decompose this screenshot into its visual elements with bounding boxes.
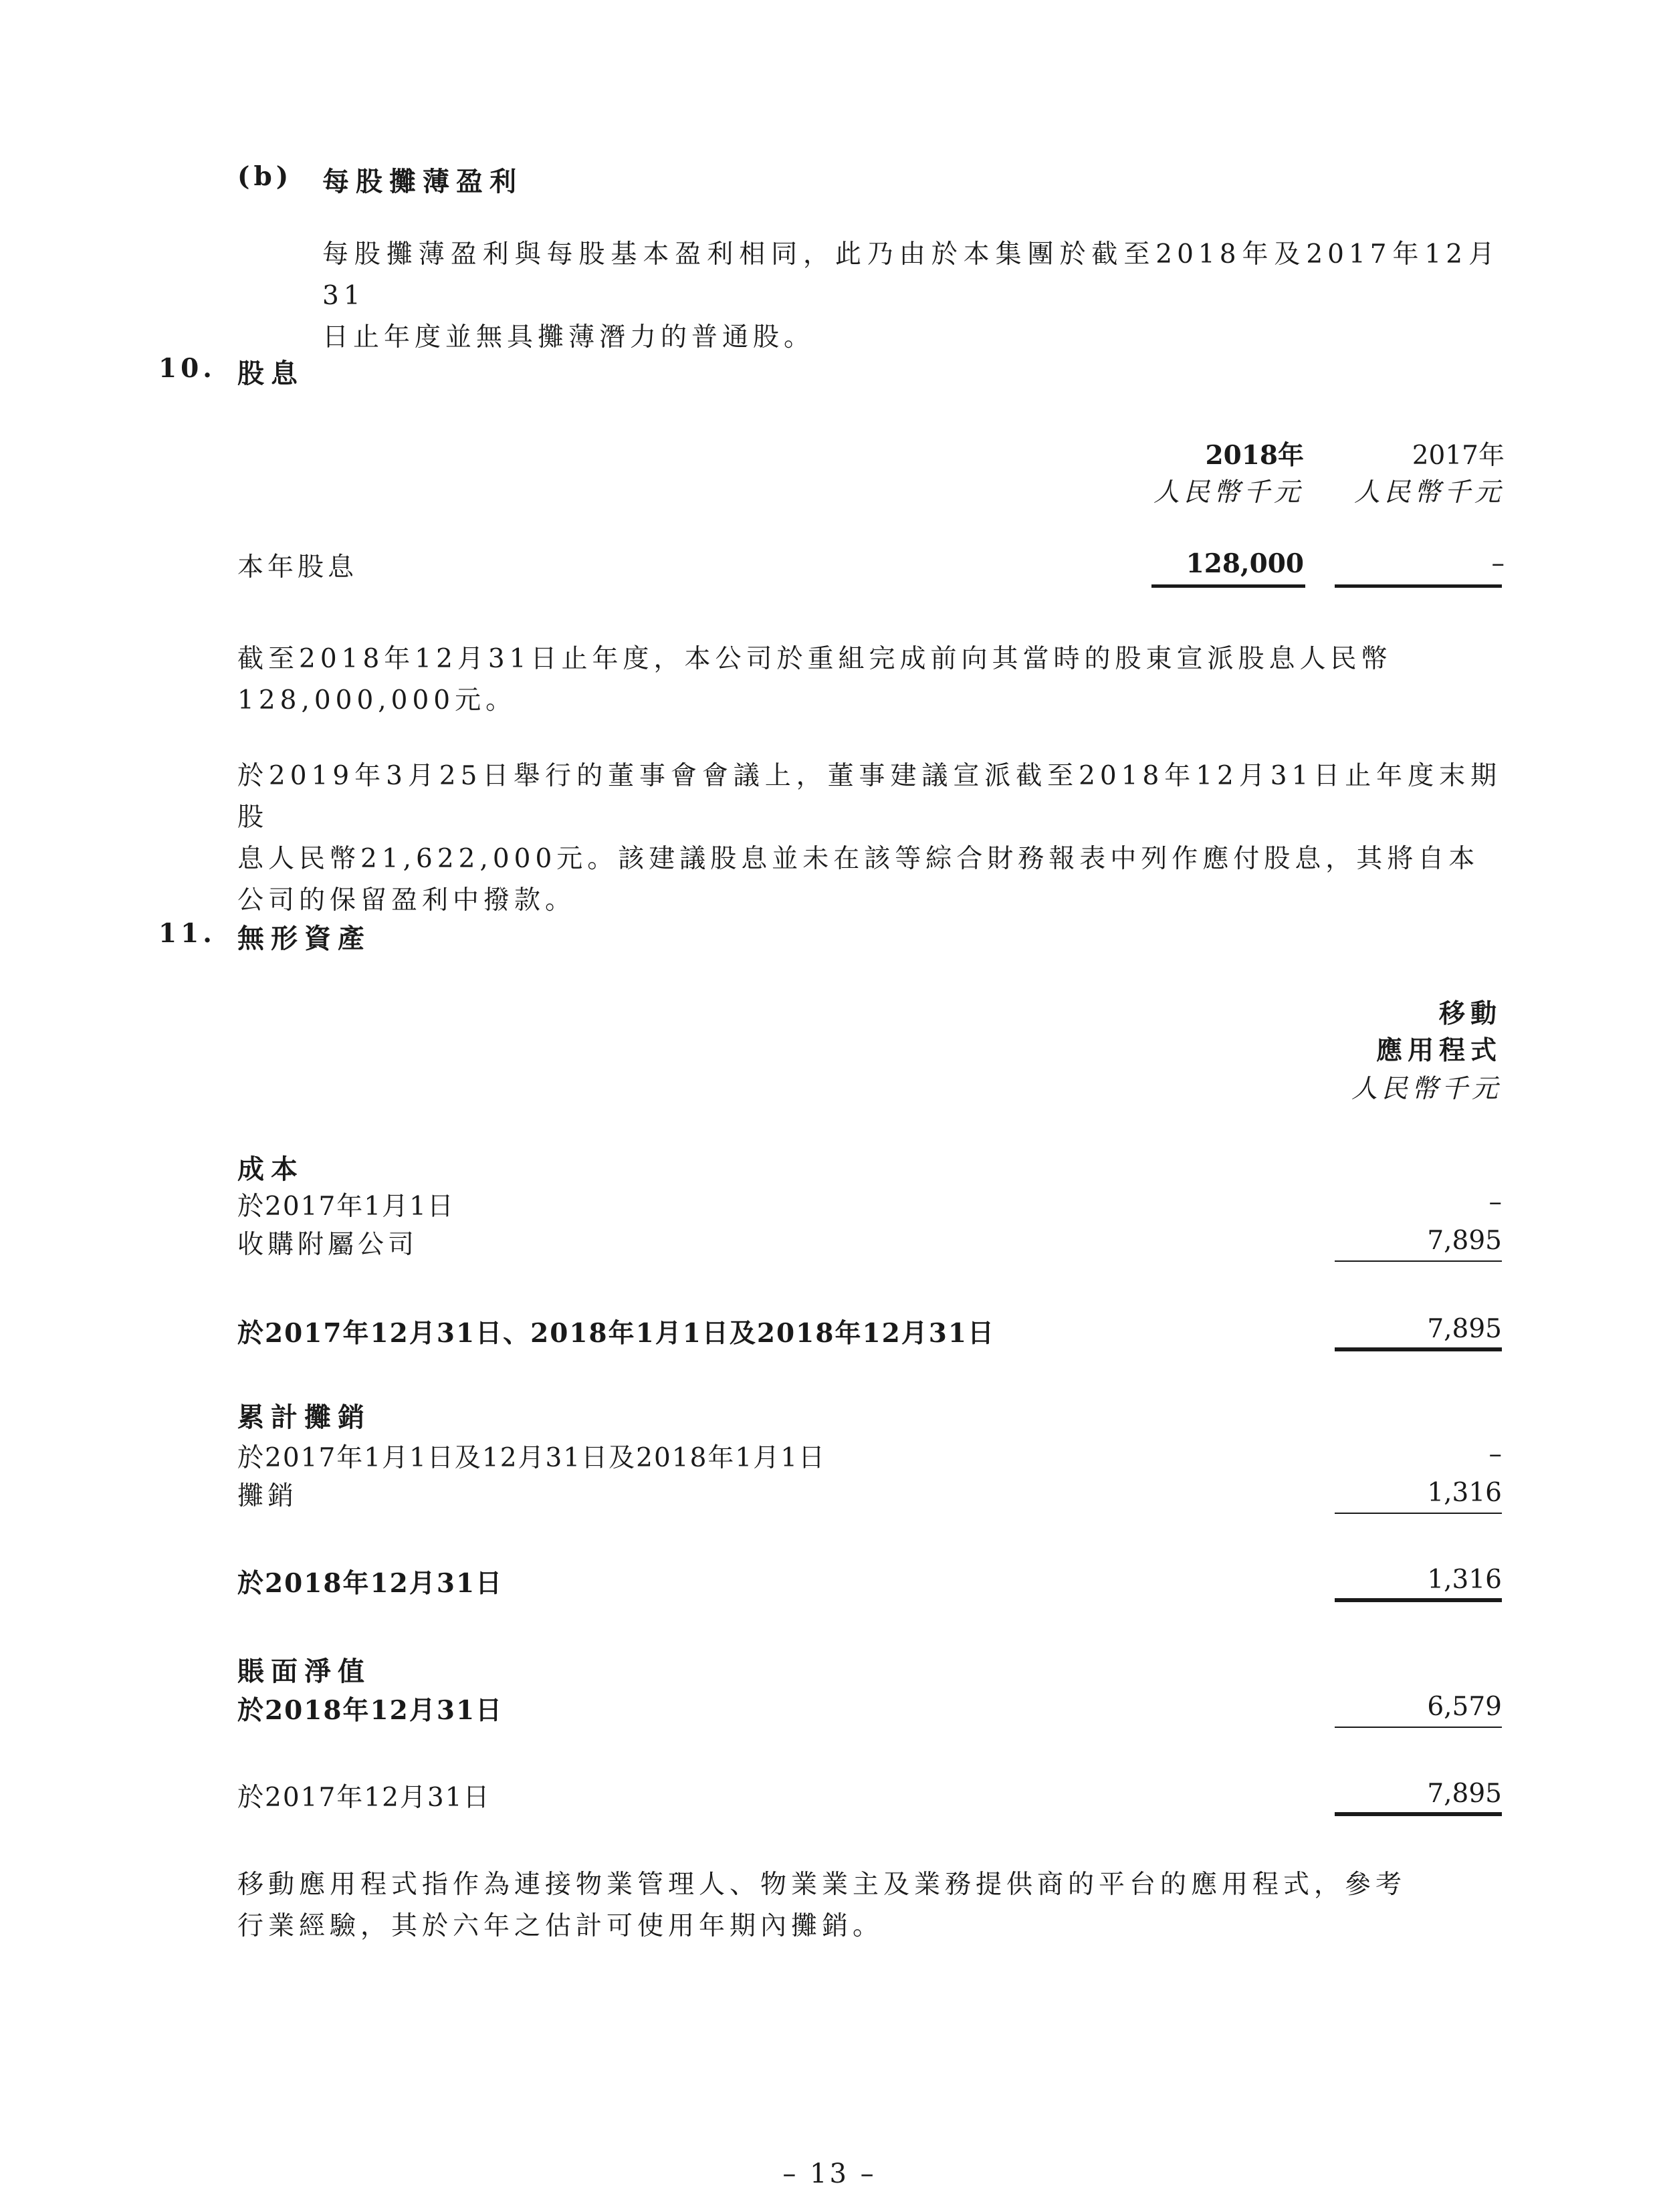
section-b-title: 每股攤薄盈利 xyxy=(322,166,523,197)
dividend-paragraph-1-line: 128,000,000元。 xyxy=(237,685,517,715)
section-11-title: 無形資產 xyxy=(237,923,371,954)
carrying-2018-label: 於2018年12月31日 xyxy=(237,1695,504,1726)
amortisation-charge-label: 攤銷 xyxy=(237,1481,298,1511)
cost-acquisition-label: 收購附屬公司 xyxy=(237,1230,419,1260)
dividend-value-2017: – xyxy=(1491,548,1505,578)
cost-total-value: 7,895 xyxy=(1427,1314,1502,1344)
amortisation-total-value: 1,316 xyxy=(1427,1565,1502,1595)
intangible-note-line: 移動應用程式指作為連接物業管理人、物業業主及業務提供商的平台的應用程式，參考 xyxy=(237,1870,1407,1900)
cost-heading: 成本 xyxy=(237,1153,304,1185)
carrying-2018-value: 6,579 xyxy=(1427,1692,1502,1722)
intangible-col-line2: 應用程式 xyxy=(1375,1035,1502,1066)
section-b-label: (b) xyxy=(237,161,293,192)
dividend-paragraph-2-line: 息人民幣21,622,000元。該建議股息並未在該等綜合財務報表中列作應付股息，其將自本 xyxy=(237,844,1480,874)
amortisation-opening-value: – xyxy=(1488,1439,1502,1469)
carrying-2017-value: 7,895 xyxy=(1427,1779,1502,1809)
amortisation-charge-value: 1,316 xyxy=(1427,1478,1502,1508)
dividend-col-2017-year: 2017年 xyxy=(1412,441,1505,471)
cost-subtotal-rule xyxy=(1335,1260,1502,1262)
dividend-2018-underline xyxy=(1151,584,1305,588)
section-b-paragraph-line: 每股攤薄盈利與每股基本盈利相同，此乃由於本集團於截至2018年及2017年12月31 xyxy=(322,239,1499,311)
carrying-2017-label: 於2017年12月31日 xyxy=(237,1783,491,1813)
dividend-value-2018: 128,000 xyxy=(1186,548,1304,579)
intangible-note-paragraph xyxy=(237,1864,1501,1947)
page-number: – 13 – xyxy=(782,2159,877,2189)
dividend-row-label: 本年股息 xyxy=(237,552,358,582)
section-11-number: 11. xyxy=(158,918,216,949)
intangible-col-line1: 移動 xyxy=(1438,998,1502,1029)
dividend-paragraph-2 xyxy=(237,756,1501,921)
dividend-paragraph-2-line: 公司的保留盈利中撥款。 xyxy=(237,885,576,915)
intangible-col-unit: 人民幣千元 xyxy=(1351,1074,1502,1104)
section-10-number: 10. xyxy=(158,353,216,384)
cost-total-rule xyxy=(1335,1347,1502,1351)
carrying-2017-rule xyxy=(1335,1812,1502,1816)
amortisation-subtotal-rule xyxy=(1335,1513,1502,1514)
amortisation-opening-label: 於2017年1月1日及12月31日及2018年1月1日 xyxy=(237,1443,826,1473)
dividend-col-2017-unit: 人民幣千元 xyxy=(1353,477,1505,508)
dividend-paragraph-1-line: 截至2018年12月31日止年度，本公司於重組完成前向其當時的股東宣派股息人民幣 xyxy=(237,644,1392,674)
dividend-col-2018-unit: 人民幣千元 xyxy=(1153,477,1304,508)
dividend-paragraph-2-line: 於2019年3月25日舉行的董事會會議上，董事建議宣派截至2018年12月31日止年度末期股 xyxy=(237,761,1501,833)
dividend-col-2018-year: 2018年 xyxy=(1205,440,1304,471)
cost-opening-label: 於2017年1月1日 xyxy=(237,1192,455,1222)
section-10-title: 股息 xyxy=(237,358,304,389)
intangible-note-line: 行業經驗，其於六年之估計可使用年期內攤銷。 xyxy=(237,1911,884,1941)
carrying-heading: 賬面淨值 xyxy=(237,1656,371,1687)
cost-total-label: 於2017年12月31日、2018年1月1日及2018年12月31日 xyxy=(237,1318,995,1349)
section-b-paragraph xyxy=(322,234,1499,358)
carrying-2018-rule xyxy=(1335,1727,1502,1728)
amortisation-heading: 累計攤銷 xyxy=(237,1402,371,1433)
section-b-paragraph-line: 日止年度並無具攤薄潛力的普通股。 xyxy=(322,322,815,352)
cost-opening-value: – xyxy=(1488,1187,1502,1217)
amortisation-total-rule xyxy=(1335,1598,1502,1602)
cost-acquisition-value: 7,895 xyxy=(1427,1226,1502,1256)
dividend-2017-underline xyxy=(1335,584,1502,588)
amortisation-total-label: 於2018年12月31日 xyxy=(237,1568,504,1599)
dividend-paragraph-1 xyxy=(237,639,1501,722)
